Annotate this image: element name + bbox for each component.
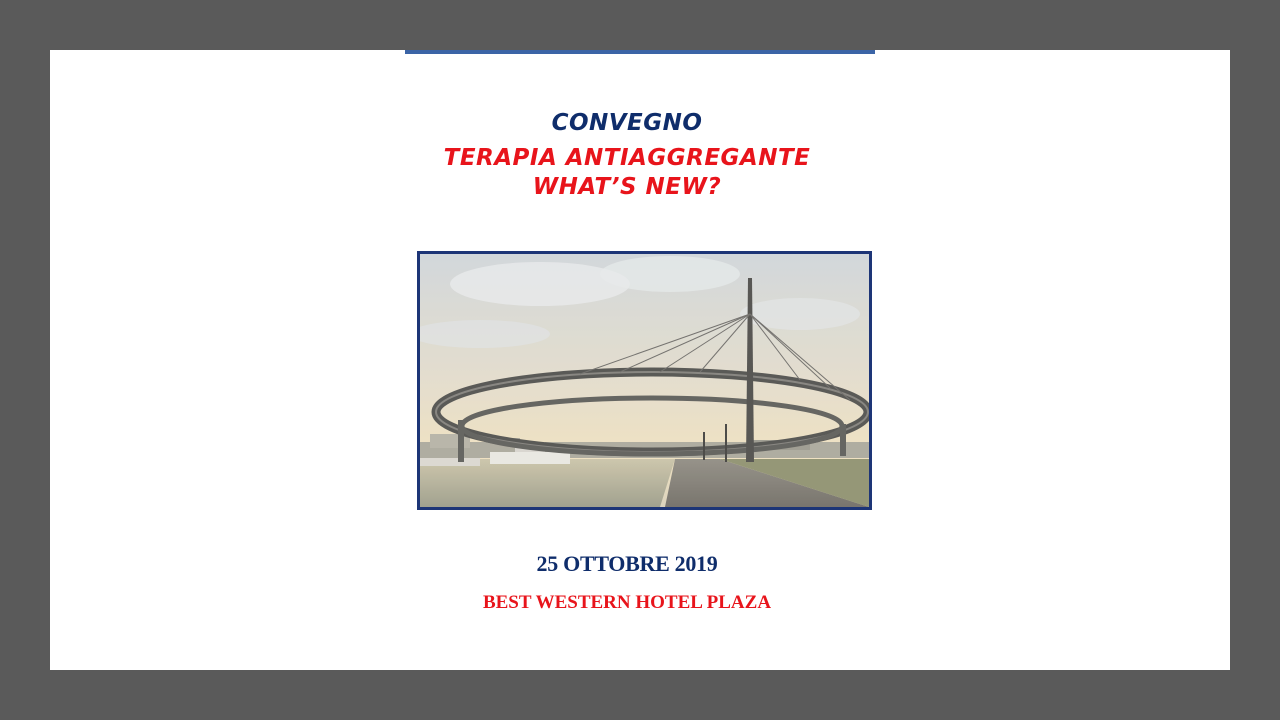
title-line-1: TERAPIA ANTIAGGREGANTE xyxy=(443,145,811,171)
title-line-2: WHAT’S NEW? xyxy=(532,174,722,200)
slide-page xyxy=(50,50,1230,670)
event-venue: BEST WESTERN HOTEL PLAZA xyxy=(482,592,772,613)
bridge-photo xyxy=(417,251,872,510)
event-type-label: CONVEGNO xyxy=(551,110,703,136)
event-date: 25 OTTOBRE 2019 xyxy=(536,551,718,576)
top-rule xyxy=(405,50,875,54)
bridge-illustration xyxy=(420,254,869,507)
